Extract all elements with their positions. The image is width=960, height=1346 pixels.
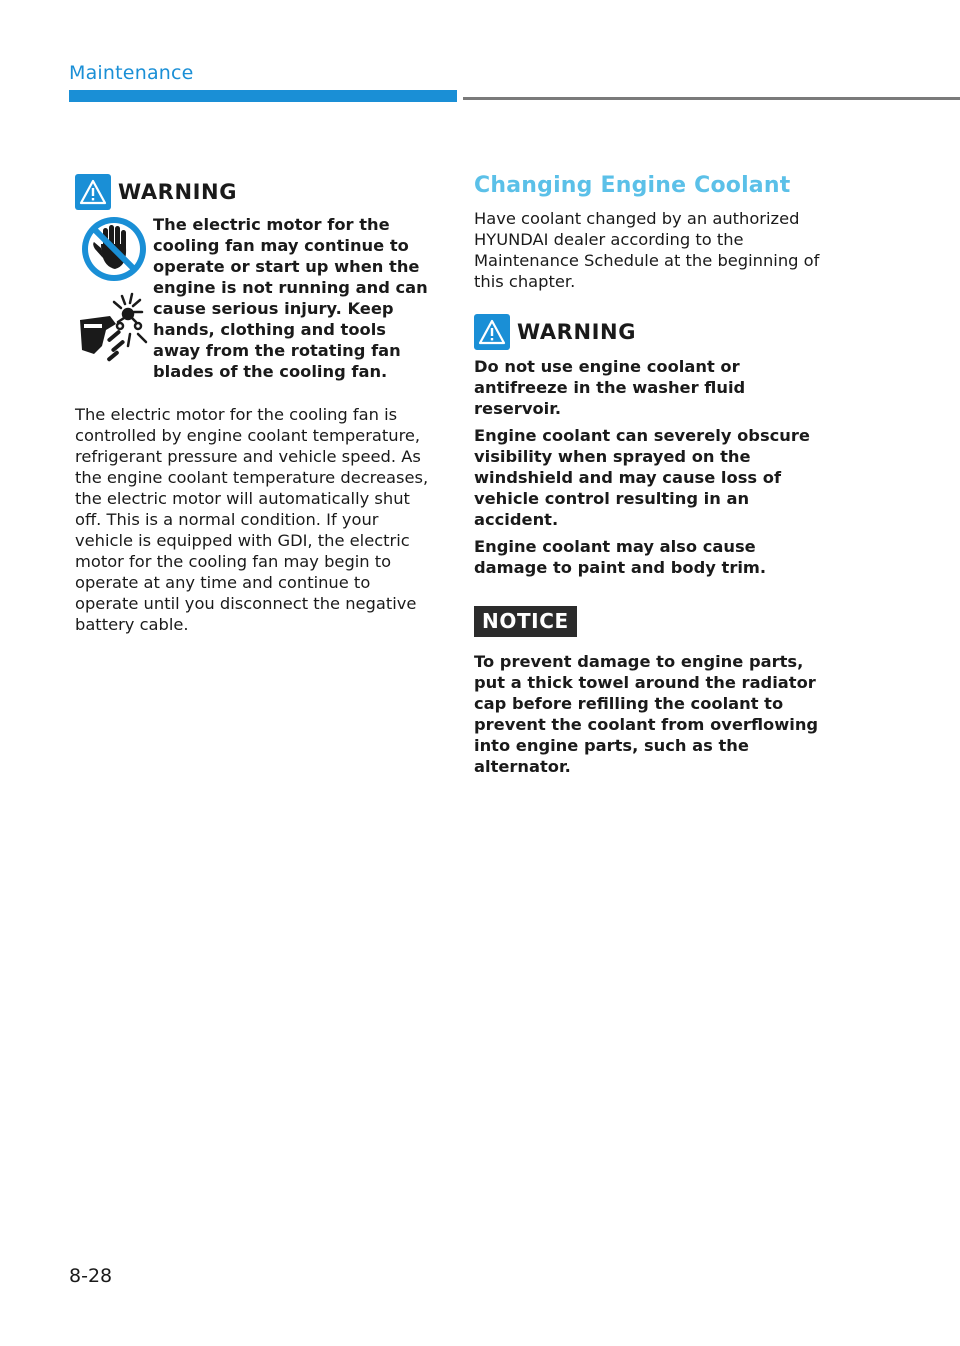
warning-paragraph: Engine coolant may also cause damage to paint and body trim. bbox=[474, 537, 767, 577]
header-rule-accent bbox=[69, 90, 457, 102]
warning-triangle-icon bbox=[75, 174, 111, 210]
warning-header bbox=[75, 174, 437, 210]
warning-text: The electric motor for the cooling fan may continue to operate or start up when the engine is not running and can cause serious injury. Keep hands, clothing and tools away from the rotating fan blades of the cooling fan. bbox=[153, 215, 428, 381]
warning-label: WARNING bbox=[118, 180, 238, 204]
warning-triangle-icon bbox=[474, 314, 510, 350]
warning-body bbox=[75, 214, 437, 382]
warning-header-right bbox=[474, 314, 834, 350]
notice-badge: NOTICE bbox=[474, 606, 577, 637]
hand-fan-hazard-icon bbox=[76, 290, 152, 370]
section-title: Changing Engine Coolant bbox=[474, 173, 791, 198]
intro-paragraph: Have coolant changed by an authorized HYUNDAI dealer according to the Maintenance Schedule at the beginning of this chapter. bbox=[474, 209, 820, 291]
left-column bbox=[75, 174, 437, 635]
right-column bbox=[474, 172, 834, 777]
warning-paragraph: Do not use engine coolant or antifreeze in the washer fluid reservoir. bbox=[474, 357, 746, 418]
warning-paragraph: Engine coolant can severely obscure visibility when sprayed on the windshield and may cause loss of vehicle control resulting in an accident. bbox=[474, 426, 810, 529]
notice-text: To prevent damage to engine parts, put a thick towel around the radiator cap before refilling the coolant to prevent the coolant from overflowing into engine parts, such as the alternator. bbox=[474, 652, 819, 776]
no-hand-icon bbox=[79, 214, 149, 284]
warning-icons bbox=[75, 214, 153, 382]
page-number: 8-28 bbox=[69, 1265, 113, 1287]
cooling-fan-paragraph: The electric motor for the cooling fan is controlled by engine coolant temperature, refrigerant pressure and vehicle speed. As the engine coolant temperature decreases, the electric motor will automatically shut off. This is a normal condition. If your vehicle is equipped with GDI, the electric motor for the cooling fan may begin to operate at any time and continue to operate until you disconnect the negative battery cable. bbox=[75, 405, 429, 634]
warning-label: WARNING bbox=[517, 320, 637, 344]
section-header: Maintenance bbox=[69, 62, 194, 84]
header-rule bbox=[463, 97, 960, 100]
